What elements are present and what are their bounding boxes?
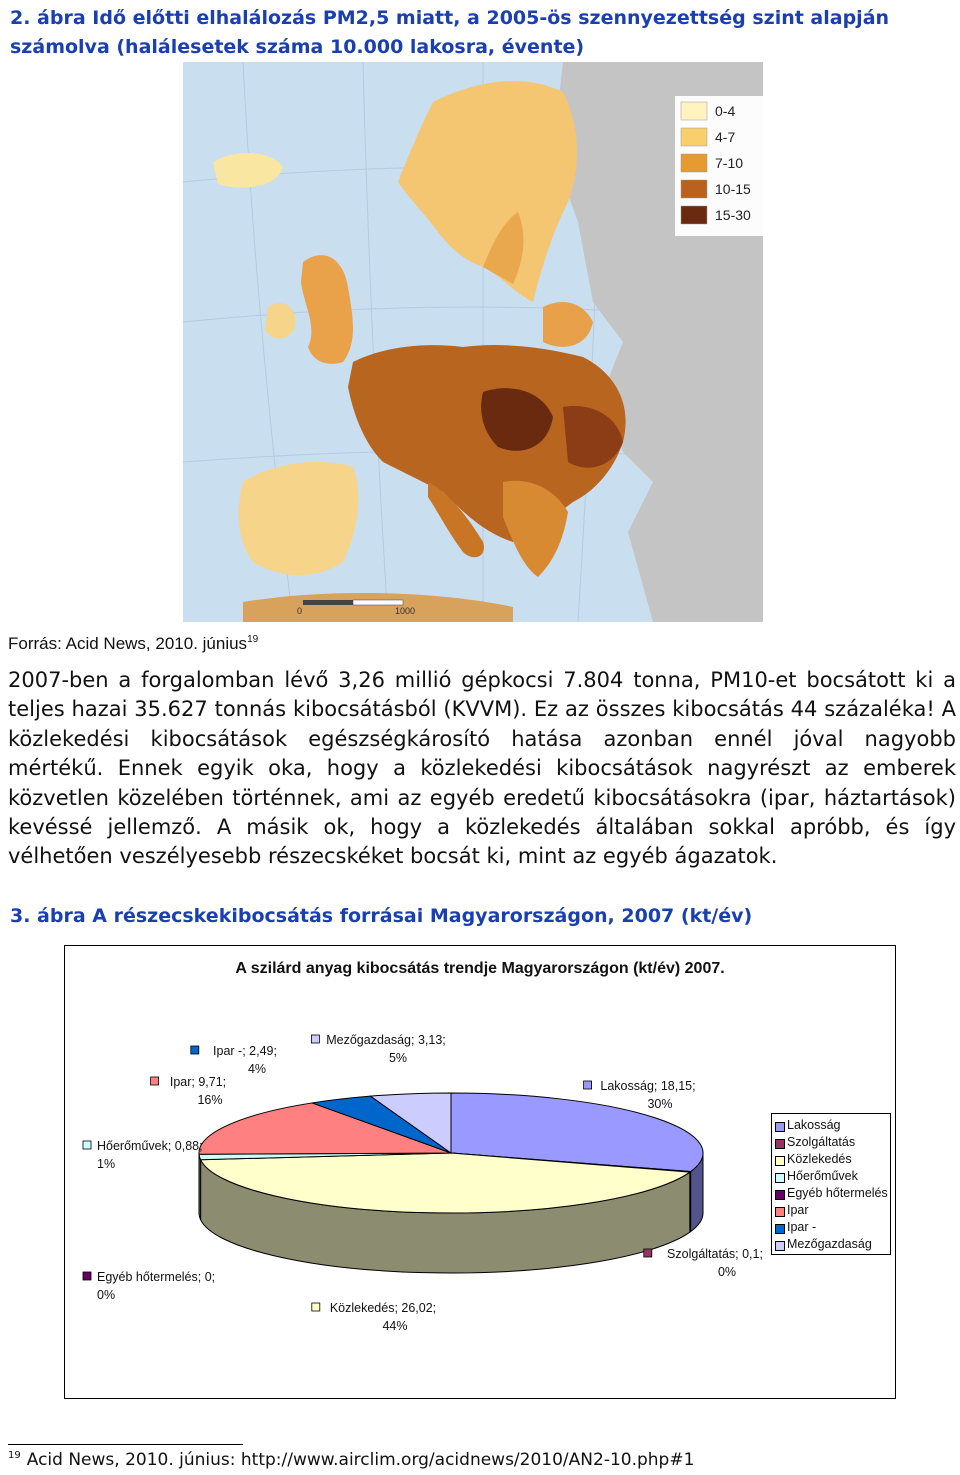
legend-label-4: Egyéb hőtermelés <box>787 1186 888 1200</box>
map-legend-swatch-1 <box>681 128 707 146</box>
pie-label-marker-4 <box>83 1272 91 1280</box>
footnote-rule <box>8 1444 243 1445</box>
pie-label-7: Mezőgazdaság; 3,13; 5% <box>326 1033 446 1065</box>
map-legend-swatch-3 <box>681 180 707 198</box>
legend-label-2: Közlekedés <box>787 1152 852 1166</box>
europe-map-image <box>183 62 763 622</box>
chart-title: A szilárd anyag kibocsátás trendje Magyarországon (kt/év) 2007. <box>235 960 725 977</box>
map-legend-label-1: 4-7 <box>715 129 736 145</box>
legend-label-7: Mezőgazdaság <box>787 1237 872 1251</box>
source-footnote-ref: 19 <box>247 634 259 645</box>
legend-swatch-5 <box>775 1207 785 1217</box>
legend-swatch-1 <box>775 1139 785 1149</box>
source-line <box>8 634 258 654</box>
legend-label-6: Ipar - <box>787 1220 817 1234</box>
map-legend-swatch-4 <box>681 206 707 224</box>
pie-label-marker-3 <box>83 1141 91 1149</box>
pie-label-5: Ipar; 9,71; 16% <box>169 1075 227 1107</box>
pie-label-marker-5 <box>151 1077 159 1085</box>
legend-label-3: Hőerőművek <box>787 1169 858 1183</box>
legend-swatch-0 <box>775 1122 785 1132</box>
pie-top <box>199 1093 703 1213</box>
legend-swatch-4 <box>775 1190 785 1200</box>
pie-label-2: Közlekedés; 26,02; 44% <box>329 1301 437 1333</box>
legend-swatch-6 <box>775 1224 785 1234</box>
emission-pie-chart <box>64 945 896 1399</box>
map-legend-swatch-2 <box>681 154 707 172</box>
map-legend <box>675 96 763 236</box>
legend-swatch-7 <box>775 1241 785 1251</box>
pie-label-4: Egyéb hőtermelés; 0; 0% <box>97 1270 216 1302</box>
iberia <box>239 462 359 575</box>
pie-label-marker-1 <box>644 1249 652 1257</box>
figure-3-caption: 3. ábra A részecskekibocsátás forrásai Magyarországon, 2007 (kt/év) <box>10 905 753 927</box>
pie-label-1: Szolgáltatás; 0,1; 0% <box>667 1247 763 1279</box>
legend-swatch-3 <box>775 1173 785 1183</box>
pie-label-3: Hőerőművek; 0,88; 1% <box>97 1139 203 1171</box>
pie-label-marker-2 <box>312 1303 320 1311</box>
legend-label-5: Ipar <box>787 1203 809 1217</box>
body-paragraph: 2007-ben a forgalomban lévő 3,26 millió gépkocsi 7.804 tonna, PM10-et bocsátott ki a teljes hazai 35.627 tonnás kibocsátásból (KVVM). Ez az összes kibocsátás 44 százaléka! A közlekedési kibocsátások egészségkárosító hatása azonban ennél jóval nagyobb mértékű. Ennek egyik oka, hogy a közlekedési kibocsátások nagyrészt az emberek közvetlen közelében történnek, ami az egyéb eredetű kibocsátásokra (ipar, háztartások) kevéssé jellemző. A másik ok, hogy a közlekedés általában sokkal apróbb, és így vélhetően veszélyesebb részecskéket bocsát ki, mint az egyéb ágazatok. <box>8 668 956 869</box>
footnote-number: 19 <box>8 1450 21 1461</box>
pie-label-marker-7 <box>311 1035 319 1043</box>
legend-label-1: Szolgáltatás <box>787 1135 856 1149</box>
map-legend-label-3: 10-15 <box>715 181 751 197</box>
scale-label-0: 0 <box>297 606 303 616</box>
map-legend-label-4: 15-30 <box>715 207 751 223</box>
map-legend-swatch-0 <box>681 102 707 120</box>
pie-label-0: Lakosság; 18,15; 30% <box>600 1079 696 1111</box>
map-legend-label-2: 7-10 <box>715 155 744 171</box>
legend-swatch-2 <box>775 1156 785 1166</box>
legend-item-7 <box>772 1237 890 1257</box>
pie-label-marker-6 <box>191 1046 199 1054</box>
ireland <box>265 303 295 339</box>
source-text: Forrás: Acid News, 2010. június <box>8 634 248 653</box>
map-legend-label-0: 0-4 <box>715 103 736 119</box>
footnote <box>8 1450 694 1470</box>
pm25-mortality-map <box>183 62 763 622</box>
figure-2-caption: 2. ábra Idő előtti elhalálozás PM2,5 miatt, a 2005-ös szennyezettség szint alapján számolva (halálesetek száma 10.000 lakosra, évente) <box>10 7 890 58</box>
legend-label-0: Lakosság <box>787 1118 841 1132</box>
footnote-text: Acid News, 2010. június: http://www.airclim.org/acidnews/2010/AN2-10.php#1 <box>26 1450 695 1470</box>
scale-label-1000: 1000 <box>395 606 416 616</box>
pie-label-6: Ipar -; 2,49; 4% <box>213 1044 277 1076</box>
chart-legend <box>771 1113 891 1255</box>
pie-label-marker-0 <box>584 1081 592 1089</box>
